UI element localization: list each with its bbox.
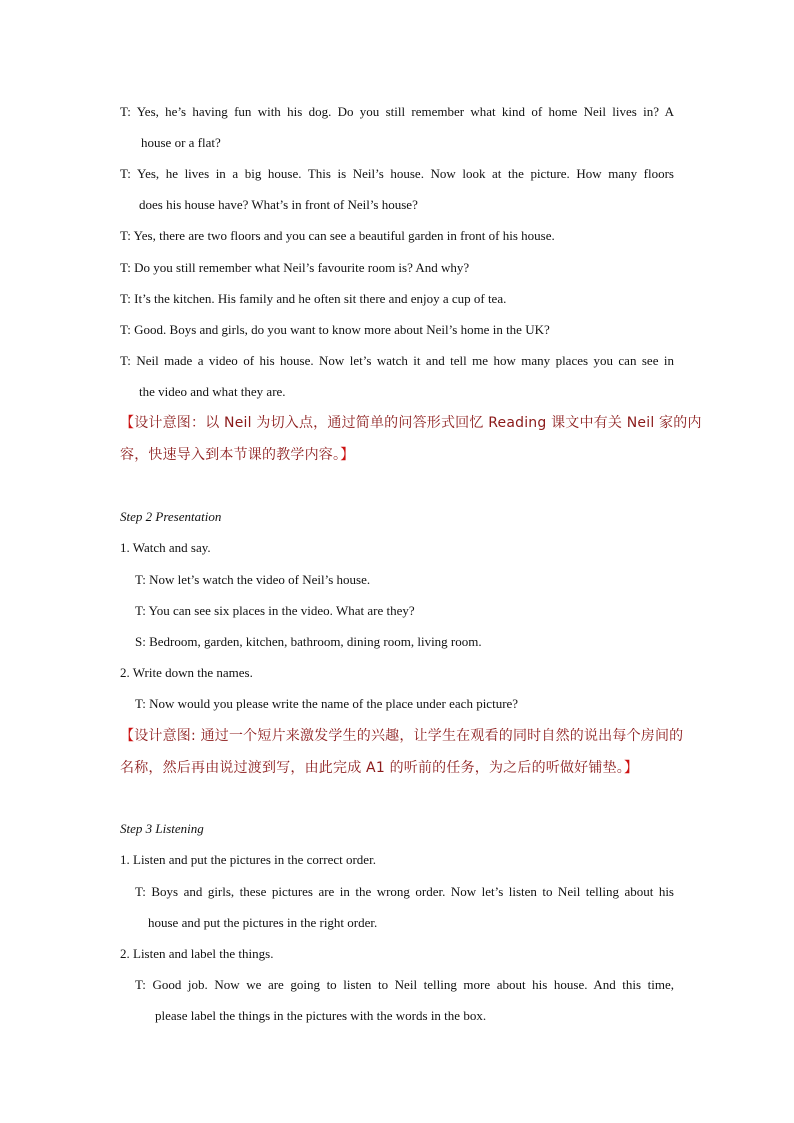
design-note-1-line1: 【设计意图：以 Neil 为切入点，通过简单的问答形式回忆 Reading 课文中有关 Neil 家的内 xyxy=(120,415,702,431)
step2-heading: Step 2 Presentation xyxy=(120,509,222,524)
step2-item1-title: 1. Watch and say. xyxy=(120,540,211,555)
design-note-2-line2: 名称，然后再由说过渡到写，由此完成 A1 的听前的任务，为之后的听做好铺垫。】 xyxy=(120,760,639,776)
dialogue-line: T: Yes, there are two floors and you can see a beautiful garden in front of his house. xyxy=(120,228,555,243)
step2-item1-line: T: You can see six places in the video. What are they? xyxy=(135,603,415,618)
step2-item2-title: 2. Write down the names. xyxy=(120,665,253,680)
dialogue-line: the video and what they are. xyxy=(139,384,286,399)
step3-item2-title: 2. Listen and label the things. xyxy=(120,946,274,961)
dialogue-line: T: It’s the kitchen. His family and he often sit there and enjoy a cup of tea. xyxy=(120,291,507,306)
dialogue-line: does his house have? What’s in front of Neil’s house? xyxy=(139,197,418,212)
step3-item1-line: T: Boys and girls, these pictures are in the wrong order. Now let’s listen to Neil telling about his xyxy=(135,884,674,899)
dialogue-line: T: Neil made a video of his house. Now let’s watch it and tell me how many places you can see in xyxy=(120,353,674,368)
dialogue-line: house or a flat? xyxy=(141,135,221,150)
step3-item1-title: 1. Listen and put the pictures in the correct order. xyxy=(120,852,376,867)
design-note-2-line1: 【设计意图: 通过一个短片来激发学生的兴趣，让学生在观看的同时自然的说出每个房间的 xyxy=(120,728,684,744)
step3-item2-line: T: Good job. Now we are going to listen to Neil telling more about his house. And this time, xyxy=(135,977,674,992)
step2-item1-line: S: Bedroom, garden, kitchen, bathroom, dining room, living room. xyxy=(135,634,482,649)
dialogue-line: T: Yes, he lives in a big house. This is Neil’s house. Now look at the picture. How many floors xyxy=(120,166,674,181)
dialogue-line: T: Yes, he’s having fun with his dog. Do you still remember what kind of home Neil lives in? A xyxy=(120,104,674,119)
step2-item1-line: T: Now let’s watch the video of Neil’s house. xyxy=(135,572,371,587)
step3-item2-line: please label the things in the pictures with the words in the box. xyxy=(155,1008,487,1023)
dialogue-line: T: Good. Boys and girls, do you want to know more about Neil’s home in the UK? xyxy=(120,322,550,337)
step3-item1-line: house and put the pictures in the right order. xyxy=(148,915,378,930)
step3-heading: Step 3 Listening xyxy=(120,821,204,836)
step2-item2-line: T: Now would you please write the name of the place under each picture? xyxy=(135,696,519,711)
dialogue-line: T: Do you still remember what Neil’s favourite room is? And why? xyxy=(120,260,470,275)
design-note-1-line2: 容，快速导入到本节课的教学内容。】 xyxy=(120,447,355,463)
